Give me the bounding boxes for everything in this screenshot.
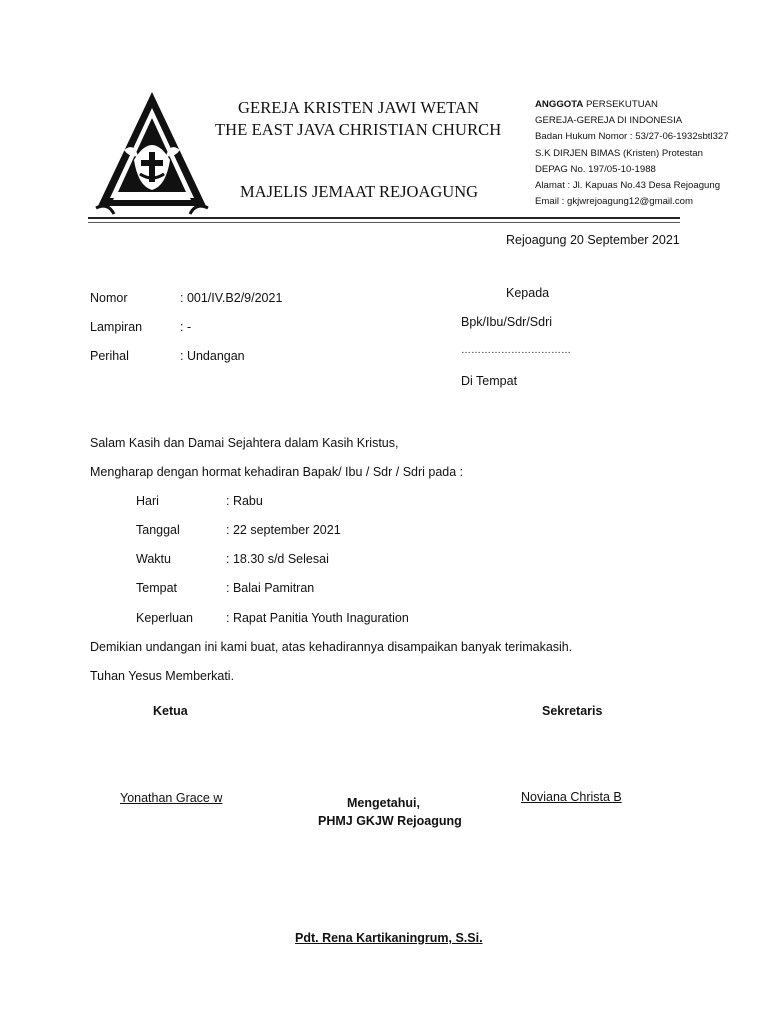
recipient-dots: ……………………………	[461, 345, 571, 356]
meta-label-lampiran: Lampiran	[90, 320, 143, 334]
greeting: Salam Kasih dan Damai Sejahtera dalam Kasih Kristus,	[90, 436, 399, 450]
detail-value-hari: : Rabu	[226, 494, 263, 508]
phmj-label: PHMJ GKJW Rejoagung	[318, 814, 462, 828]
meta-label-nomor: Nomor	[90, 291, 128, 305]
info-line: Badan Hukum Nomor : 53/27-06-1932sbtl327	[535, 131, 729, 143]
info-line: GEREJA-GEREJA DI INDONESIA	[535, 115, 683, 127]
detail-value-tanggal: : 22 september 2021	[226, 523, 341, 537]
church-emblem-icon	[94, 90, 210, 218]
header-divider	[88, 217, 680, 219]
church-name-id: GEREJA KRISTEN JAWI WETAN	[238, 98, 480, 117]
detail-label-waktu: Waktu	[136, 552, 171, 566]
church-name-en: THE EAST JAVA CHRISTIAN CHURCH	[215, 120, 502, 139]
church-logo	[94, 90, 210, 218]
member-line: ANGGOTA PERSEKUTUAN	[535, 99, 658, 110]
ketua-name: Yonathan Grace w	[120, 791, 223, 805]
request-line: Mengharap dengan hormat kehadiran Bapak/ Ibu / Sdr / Sdri pada :	[90, 465, 464, 479]
recipient-salutation: Bpk/Ibu/Sdr/Sdri	[461, 315, 553, 329]
detail-label-tanggal: Tanggal	[136, 523, 180, 537]
congregation-name: MAJELIS JEMAAT REJOAGUNG	[240, 182, 479, 201]
blessing-line: Tuhan Yesus Memberkati.	[90, 669, 235, 683]
meta-label-perihal: Perihal	[90, 349, 129, 363]
header-divider-thin	[88, 222, 680, 223]
recipient-kepada: Kepada	[506, 286, 550, 300]
meta-value-lampiran: : -	[180, 320, 192, 334]
recipient-di-tempat: Di Tempat	[461, 374, 518, 388]
email-line: Email : gkjwrejoagung12@gmail.com	[535, 196, 693, 208]
ketua-title: Ketua	[153, 704, 188, 718]
info-line: DEPAG No. 197/05-10-1988	[535, 163, 656, 175]
detail-value-tempat: : Balai Pamitran	[226, 581, 315, 595]
meta-value-nomor: : 001/IV.B2/9/2021	[180, 291, 283, 305]
header-info	[535, 97, 729, 210]
sekretaris-name: Noviana Christa B	[521, 790, 622, 804]
detail-value-keperluan: : Rapat Panitia Youth Inaguration	[226, 611, 409, 625]
detail-label-tempat: Tempat	[136, 581, 177, 595]
detail-value-waktu: : 18.30 s/d Selesai	[226, 552, 329, 566]
meta-value-perihal: : Undangan	[180, 349, 245, 363]
address-line: Alamat : Jl. Kapuas No.43 Desa Rejoagung	[535, 180, 721, 192]
pendeta-name: Pdt. Rena Kartikaningrum, S.Si.	[295, 931, 483, 945]
info-line: S.K DIRJEN BIMAS (Kristen) Protestan	[535, 147, 703, 159]
sekretaris-title: Sekretaris	[542, 704, 603, 718]
detail-label-keperluan: Keperluan	[136, 611, 193, 625]
detail-label-hari: Hari	[136, 494, 159, 508]
closing-line: Demikian undangan ini kami buat, atas kehadirannya disampaikan banyak terimakasih.	[90, 640, 573, 654]
letter-date: Rejoagung 20 September 2021	[506, 233, 680, 247]
mengetahui-label: Mengetahui,	[347, 796, 420, 810]
